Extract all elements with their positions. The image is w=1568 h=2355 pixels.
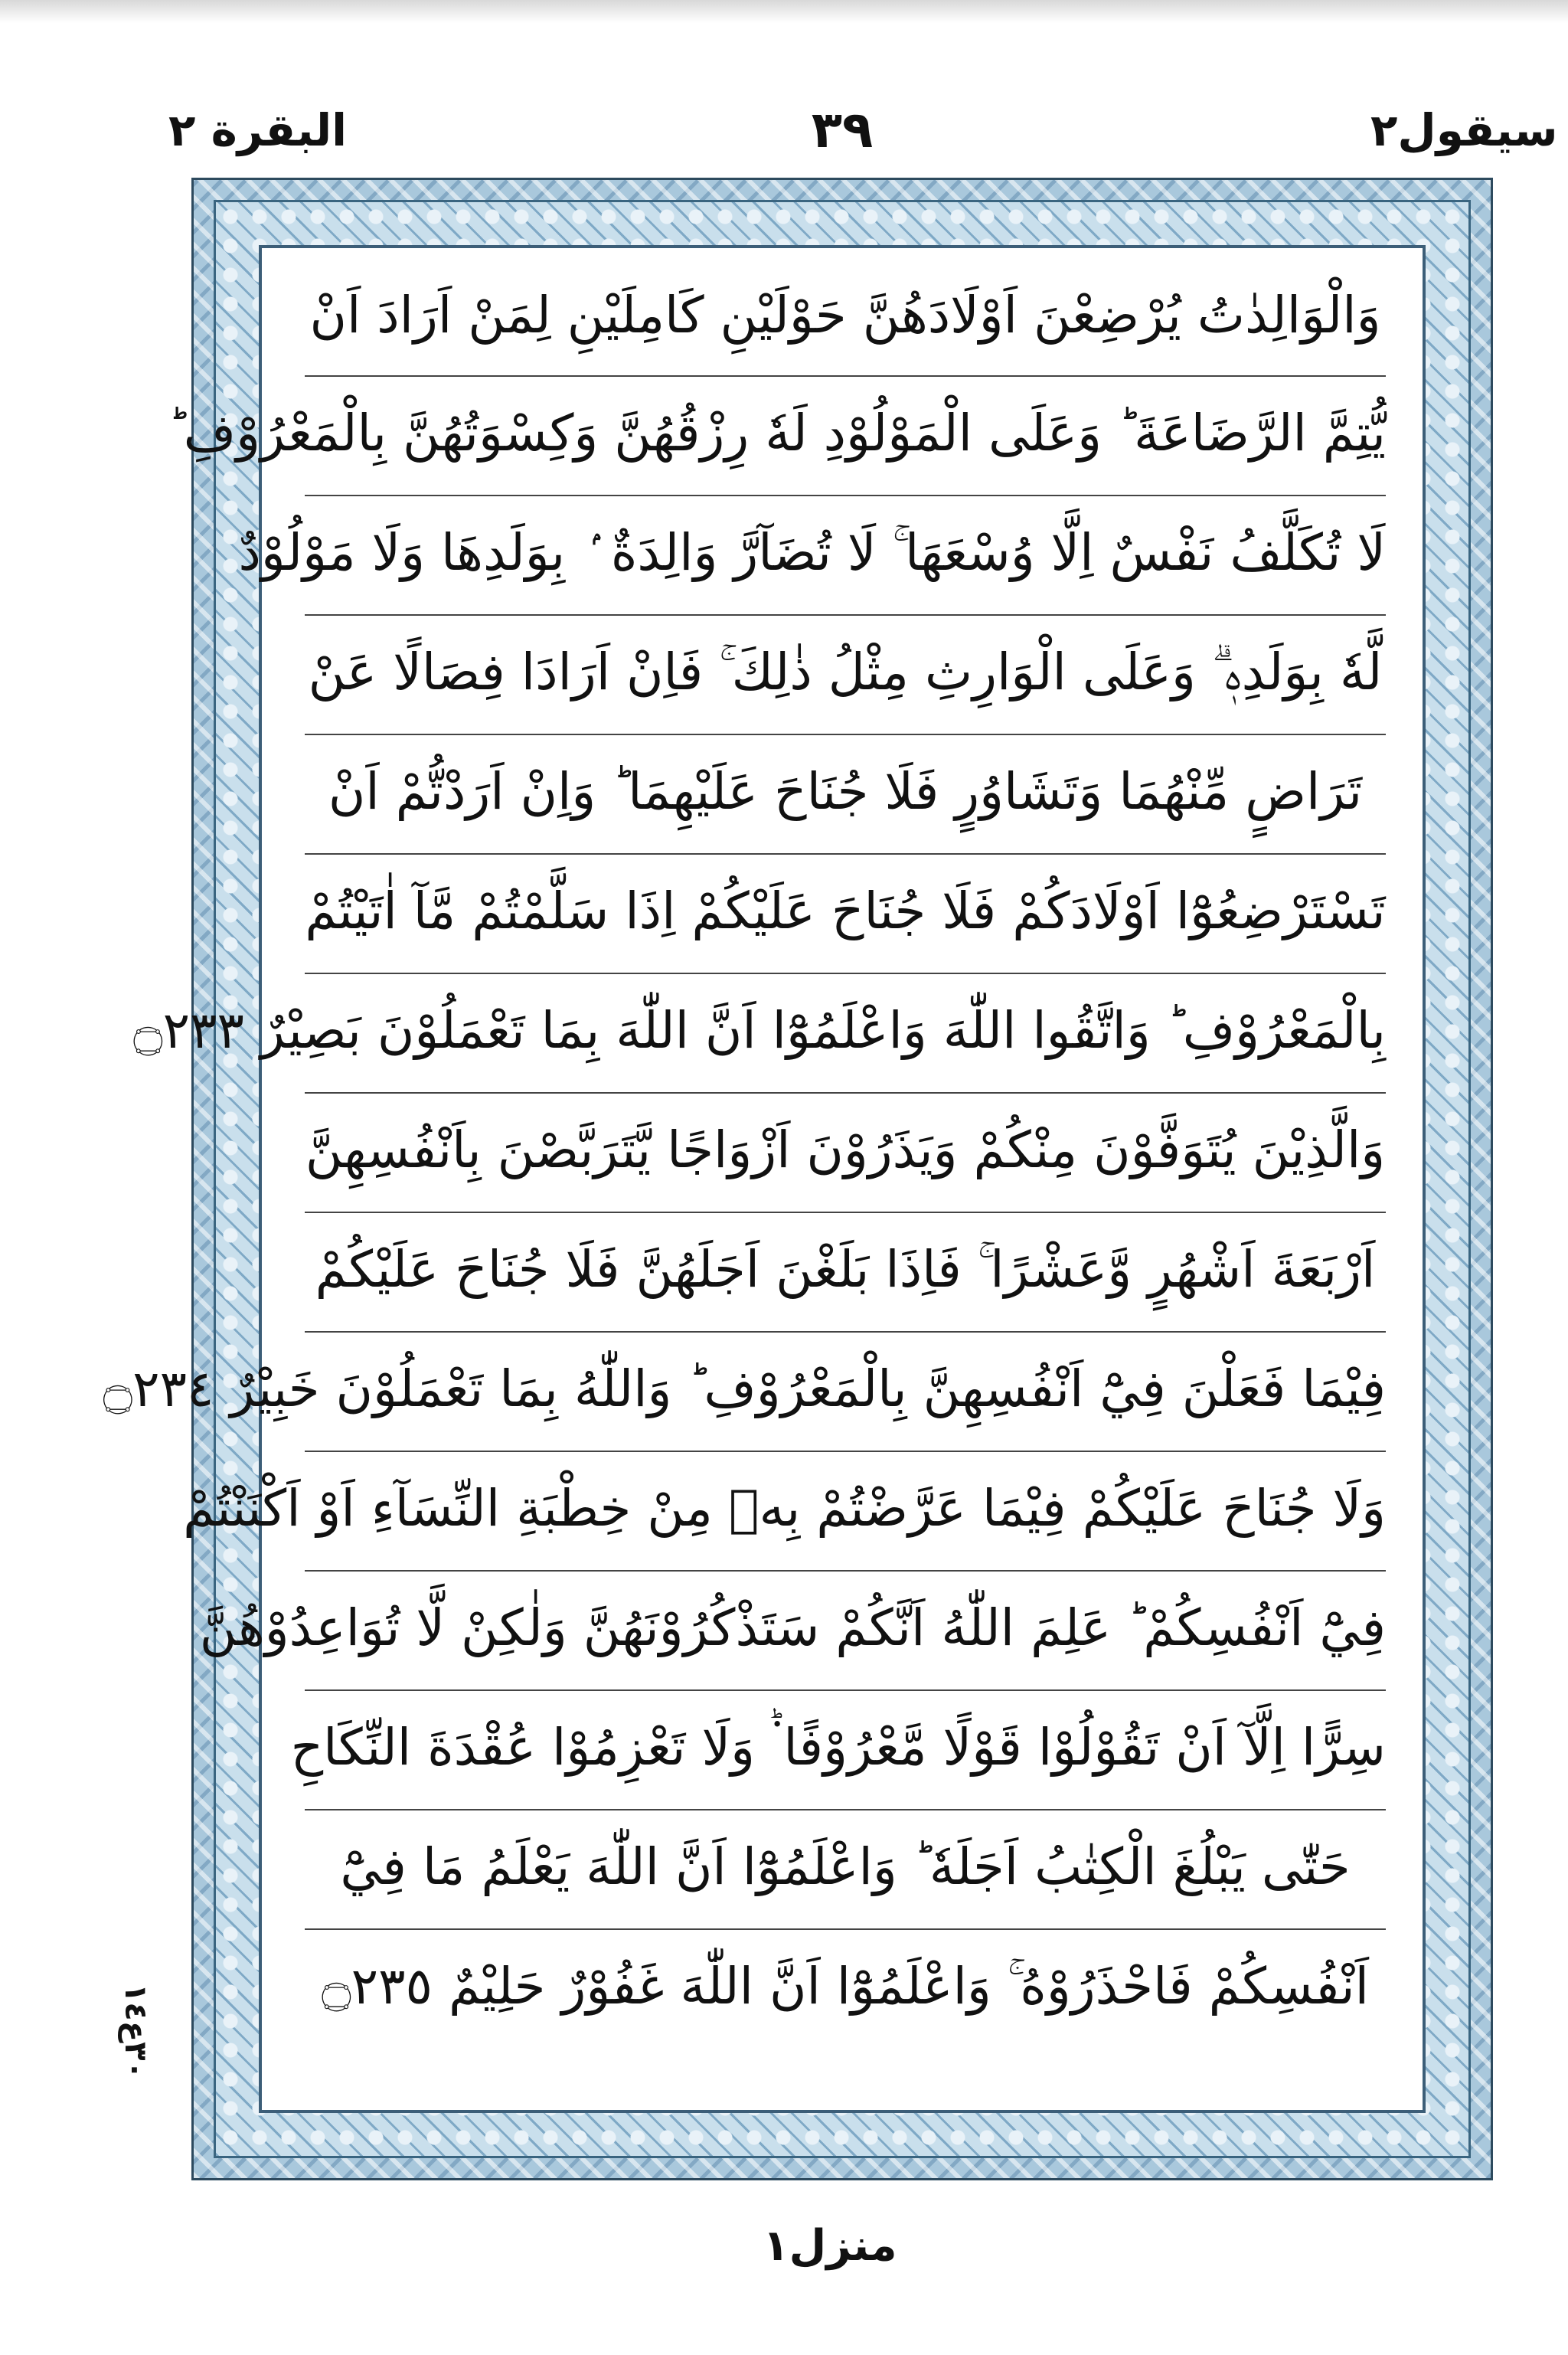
verse-line-10: فِيْمَا فَعَلْنَ فِيْٓ اَنْفُسِهِنَّ بِالْمَعْرُوْفِ ؕ وَاللّٰهُ بِمَا تَعْمَلُوْنَ خَبِيْرٌ ۝٢٣٤ [103, 1359, 1386, 1418]
verse-line-6: تَسْتَرْضِعُوْٓا اَوْلَادَكُمْ فَلَا جُنَاحَ عَلَيْكُمْ اِذَا سَلَّمْتُمْ مَّآ اٰتَيْتُمْ [305, 881, 1386, 940]
verse-line-8: وَالَّذِيْنَ يُتَوَفَّوْنَ مِنْكُمْ وَيَذَرُوْنَ اَزْوَاجًا يَّتَرَبَّصْنَ بِاَنْفُسِهِنَّ [305, 1120, 1386, 1179]
manzil-footer: منزل١ [763, 2221, 897, 2271]
verse-line-7: بِالْمَعْرُوْفِ ؕ وَاتَّقُوا اللّٰهَ وَاعْلَمُوْٓا اَنَّ اللّٰهَ بِمَا تَعْمَلُوْنَ بَصِيْرٌ ۝٢٣٣ [132, 1001, 1386, 1060]
verse-line-15: اَنْفُسِكُمْ فَاحْذَرُوْهُ ۚ وَاعْلَمُوْٓا اَنَّ اللّٰهَ غَفُوْرٌ حَلِيْمٌ ۝٢٣٥ [321, 1957, 1370, 2016]
verse-line-5: تَرَاضٍ مِّنْهُمَا وَتَشَاوُرٍ فَلَا جُنَاحَ عَلَيْهِمَا ؕ وَاِنْ اَرَدْتُّمْ اَنْ [328, 762, 1363, 821]
surah-name-header: البقرة ٢ [168, 104, 347, 156]
ruku-marker: ٣٠ع١٤ [118, 1984, 153, 2079]
verse-line-13: سِرًّا اِلَّآ اَنْ تَقُوْلُوْا قَوْلًا مَّعْرُوْفًا ۬ؕ وَلَا تَعْزِمُوْا عُقْدَةَ النِّكَاحِ [290, 1718, 1386, 1777]
page-number: ٣٩ [811, 100, 874, 159]
verse-line-2: يُّتِمَّ الرَّضَاعَةَ ؕ وَعَلَى الْمَوْلُوْدِ لَهٗ رِزْقُهُنَّ وَكِسْوَتُهُنَّ بِالْمَعْرُوْفِ ؕ [167, 404, 1386, 463]
verse-line-4: لَّهٗ بِوَلَدِهٖ ۗ وَعَلَى الْوَارِثِ مِثْلُ ذٰلِكَ ۚ فَاِنْ اَرَادَا فِصَالًا عَنْ [308, 643, 1383, 702]
verse-line-1: وَالْوَالِدٰتُ يُرْضِعْنَ اَوْلَادَهُنَّ حَوْلَيْنِ كَامِلَيْنِ لِمَنْ اَرَادَ اَنْ [309, 286, 1381, 345]
verse-line-3: لَا تُكَلَّفُ نَفْسٌ اِلَّا وُسْعَهَا ۚ لَا تُضَآرَّ وَالِدَةٌ ۢ بِوَلَدِهَا وَلَا مَوْلُوْدٌ [238, 523, 1386, 582]
page-top-shadow [0, 0, 1568, 23]
verse-line-14: حَتّٰى يَبْلُغَ الْكِتٰبُ اَجَلَهٗ ؕ وَاعْلَمُوْٓا اَنَّ اللّٰهَ يَعْلَمُ مَا فِيْٓ [340, 1837, 1351, 1896]
verse-line-12: فِيْٓ اَنْفُسِكُمْ ؕ عَلِمَ اللّٰهُ اَنَّكُمْ سَتَذْكُرُوْنَهُنَّ وَلٰكِنْ لَّا تُوَاعِدُوْهُنَّ [199, 1598, 1386, 1657]
verse-line-9: اَرْبَعَةَ اَشْهُرٍ وَّعَشْرًا ۚ فَاِذَا بَلَغْنَ اَجَلَهُنَّ فَلَا جُنَاحَ عَلَيْكُمْ [315, 1240, 1376, 1299]
verse-line-11: وَلَا جُنَاحَ عَلَيْكُمْ فِيْمَا عَرَّضْتُمْ بِهٖ مِنْ خِطْبَةِ النِّسَآءِ اَوْ اَكْنَنْتُمْ [183, 1479, 1386, 1538]
juz-name-header: سيقول٢ [1370, 104, 1558, 156]
